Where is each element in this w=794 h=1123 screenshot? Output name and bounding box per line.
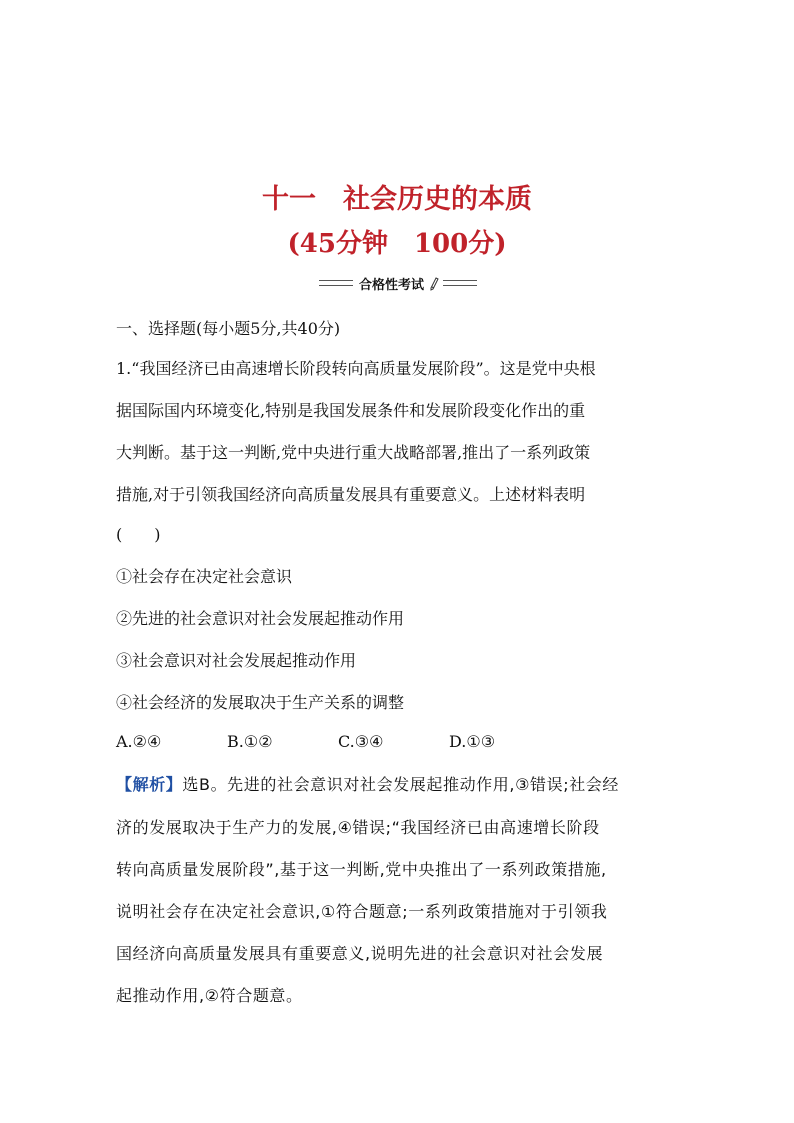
option-c: C.③④ — [338, 732, 384, 751]
analysis-text: 选B。先进的社会意识对社会发展起推动作用,③错误;社会经 — [182, 775, 620, 794]
statement-item: ②先进的社会意识对社会发展起推动作用 — [116, 609, 405, 628]
option-a: A.②④ — [116, 732, 162, 751]
page-title: 十一 社会历史的本质 — [262, 184, 532, 215]
pencil-icon — [429, 276, 439, 290]
option-d: D.①③ — [449, 732, 496, 751]
statement-item: ①社会存在决定社会意识 — [116, 567, 293, 586]
analysis-line: 转向高质量发展阶段”,基于这一判断,党中央推出了一系列政策措施, — [116, 860, 607, 879]
section-banner — [310, 273, 486, 293]
statement-item: ④社会经济的发展取决于生产关系的调整 — [116, 693, 405, 712]
question-stem-line: 据国际国内环境变化,特别是我国发展条件和发展阶段变化作出的重 — [116, 401, 586, 420]
part-heading: 一、选择题(每小题5分,共40分) — [116, 319, 341, 338]
analysis-line: 起推动作用,②符合题意。 — [116, 986, 303, 1005]
section-banner-text: 合格性考试 — [358, 277, 424, 293]
banner-divider-right — [443, 280, 477, 286]
question-stem-line: 大判断。基于这一判断,党中央进行重大战略部署,推出了一系列政策 — [116, 443, 591, 462]
answer-blank: ( ) — [116, 525, 161, 544]
analysis-line: 说明社会存在决定社会意识,①符合题意;一系列政策措施对于引领我 — [116, 902, 608, 921]
analysis-line: 济的发展取决于生产力的发展,④错误;“我国经济已由高速增长阶段 — [116, 818, 600, 837]
answer-options — [116, 732, 495, 751]
page-subtitle: (45分钟 100分) — [287, 229, 507, 259]
statement-item: ③社会意识对社会发展起推动作用 — [116, 651, 357, 670]
question-stem-line: 措施,对于引领我国经济向高质量发展具有重要意义。上述材料表明 — [116, 485, 586, 504]
analysis-line: 国经济向高质量发展具有重要意义,说明先进的社会意识对社会发展 — [116, 944, 604, 963]
option-b: B.①② — [227, 732, 273, 751]
analysis-tag: 【解析】 — [116, 775, 183, 794]
analysis-first-line — [116, 772, 619, 795]
banner-divider-left — [319, 280, 353, 286]
question-stem-line: 1.“我国经济已由高速增长阶段转向高质量发展阶段”。这是党中央根 — [116, 359, 596, 378]
